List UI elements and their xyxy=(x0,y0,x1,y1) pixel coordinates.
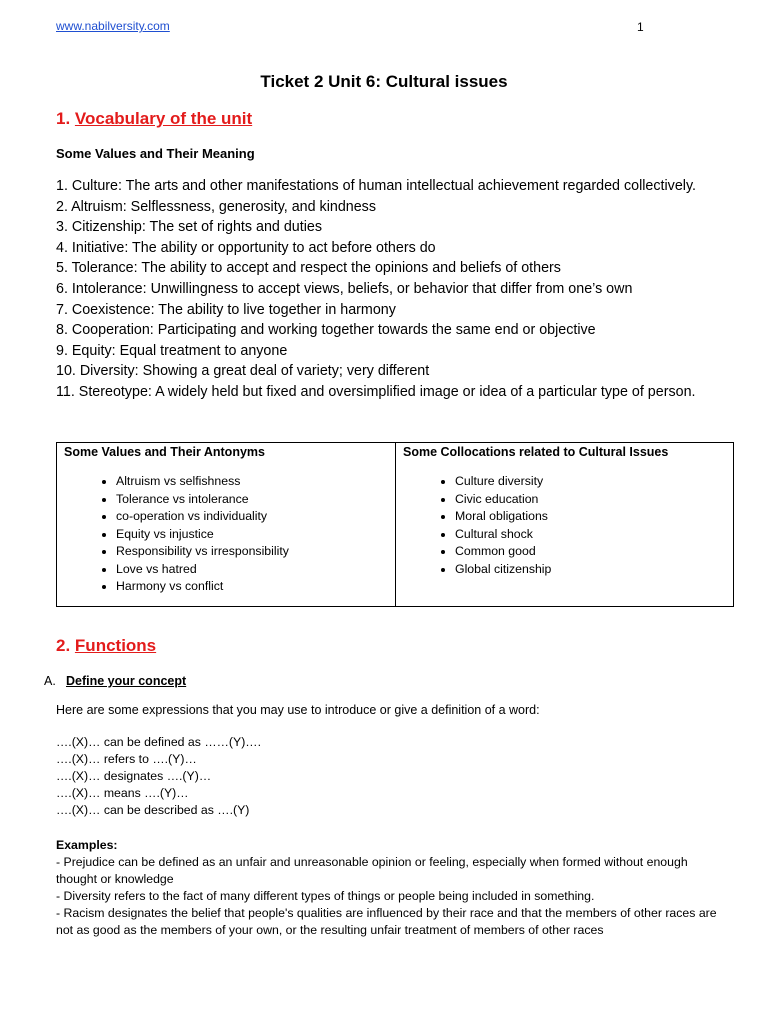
list-item: • Common good xyxy=(455,543,733,561)
section-2-heading xyxy=(56,636,156,656)
section-1-title: Vocabulary of the unit xyxy=(74,109,253,128)
example-item: - Diversity refers to the fact of many different types of things or people being included in something. xyxy=(56,889,595,903)
list-item: • Moral obligations xyxy=(455,508,733,526)
vocab-item: 5. Tolerance: The ability to accept and respect the opinions and beliefs of others xyxy=(56,260,561,277)
vocab-item: 1. Culture: The arts and other manifestations of human intellectual achievement regarded collectively. xyxy=(56,178,697,194)
vocab-subheading: Some Values and Their Meaning xyxy=(56,146,255,161)
list-item: • Tolerance vs intolerance xyxy=(116,491,395,509)
page-number: 1 xyxy=(637,20,644,34)
example-item: - Prejudice can be defined as an unfair and unreasonable opinion or feeling, especially when formed without enough thought or knowledge xyxy=(56,855,688,886)
list-item: • co-operation vs individuality xyxy=(116,508,395,526)
vocab-list xyxy=(56,176,716,403)
vocab-item: 9. Equity: Equal treatment to anyone xyxy=(56,342,288,359)
vocab-item: 10. Diversity: Showing a great deal of variety; very different xyxy=(56,363,430,380)
vocab-item: 8. Cooperation: Participating and working together towards the same end or objective xyxy=(56,322,596,339)
page-title: Ticket 2 Unit 6: Cultural issues xyxy=(260,72,508,91)
list-item: • Equity vs injustice xyxy=(116,526,395,544)
list-item: • Altruism vs selfishness xyxy=(116,473,395,491)
antonyms-list xyxy=(64,473,395,596)
list-item: • Love vs hatred xyxy=(116,561,395,579)
example-item: - Racism designates the belief that people's qualities are influenced by their race and that the members of other races are not as good as the members of your own, or the resulting unfair treatment of members of other races xyxy=(56,906,717,937)
expression-item: ….(X)… can be defined as ……(Y)…. xyxy=(56,735,262,749)
collocations-list xyxy=(403,473,733,578)
section-2-title: Functions xyxy=(74,636,157,655)
vocab-item: 3. Citizenship: The set of rights and duties xyxy=(56,219,322,236)
vocab-item: 2. Altruism: Selflessness, generosity, and kindness xyxy=(56,198,376,215)
collocations-header: Some Collocations related to Cultural Issues xyxy=(403,445,669,459)
section-1-heading xyxy=(56,109,252,129)
section-2-number: 2. xyxy=(56,636,71,655)
expression-item: ….(X)… designates ….(Y)… xyxy=(56,769,212,783)
antonyms-header: Some Values and Their Antonyms xyxy=(64,445,265,459)
collocations-column xyxy=(395,443,733,606)
antonyms-column xyxy=(57,443,395,606)
subsection-a-heading xyxy=(44,674,186,688)
vocab-item: 6. Intolerance: Unwillingness to accept views, beliefs, or behavior that differ from one’s own xyxy=(56,280,633,297)
list-item: • Responsibility vs irresponsibility xyxy=(116,543,395,561)
vocab-item: 7. Coexistence: The ability to live together in harmony xyxy=(56,301,396,318)
vocab-item: 11. Stereotype: A widely held but fixed and oversimplified image or idea of a particular type of person. xyxy=(56,383,696,400)
list-item: • Culture diversity xyxy=(455,473,733,491)
expression-item: ….(X)… can be described as ….(Y) xyxy=(56,803,250,817)
list-item: • Global citizenship xyxy=(455,561,733,579)
header-website-link[interactable]: www.nabilversity.com xyxy=(56,19,170,33)
subsection-a-label: Define your concept xyxy=(66,674,187,688)
subsection-a-letter: A. xyxy=(44,674,56,688)
list-item: • Civic education xyxy=(455,491,733,509)
expression-item: ….(X)… refers to ….(Y)… xyxy=(56,752,197,766)
examples-heading: Examples: xyxy=(56,838,118,852)
expression-item: ….(X)… means ….(Y)… xyxy=(56,786,189,800)
expressions-list xyxy=(56,734,261,819)
list-item: • Harmony vs conflict xyxy=(116,578,395,596)
list-item: • Cultural shock xyxy=(455,526,733,544)
section-1-number: 1. xyxy=(56,109,71,128)
values-collocations-table xyxy=(56,442,734,607)
expressions-intro: Here are some expressions that you may use to introduce or give a definition of a word: xyxy=(56,703,540,717)
examples-block xyxy=(56,837,726,939)
vocab-item: 4. Initiative: The ability or opportunity to act before others do xyxy=(56,239,436,256)
